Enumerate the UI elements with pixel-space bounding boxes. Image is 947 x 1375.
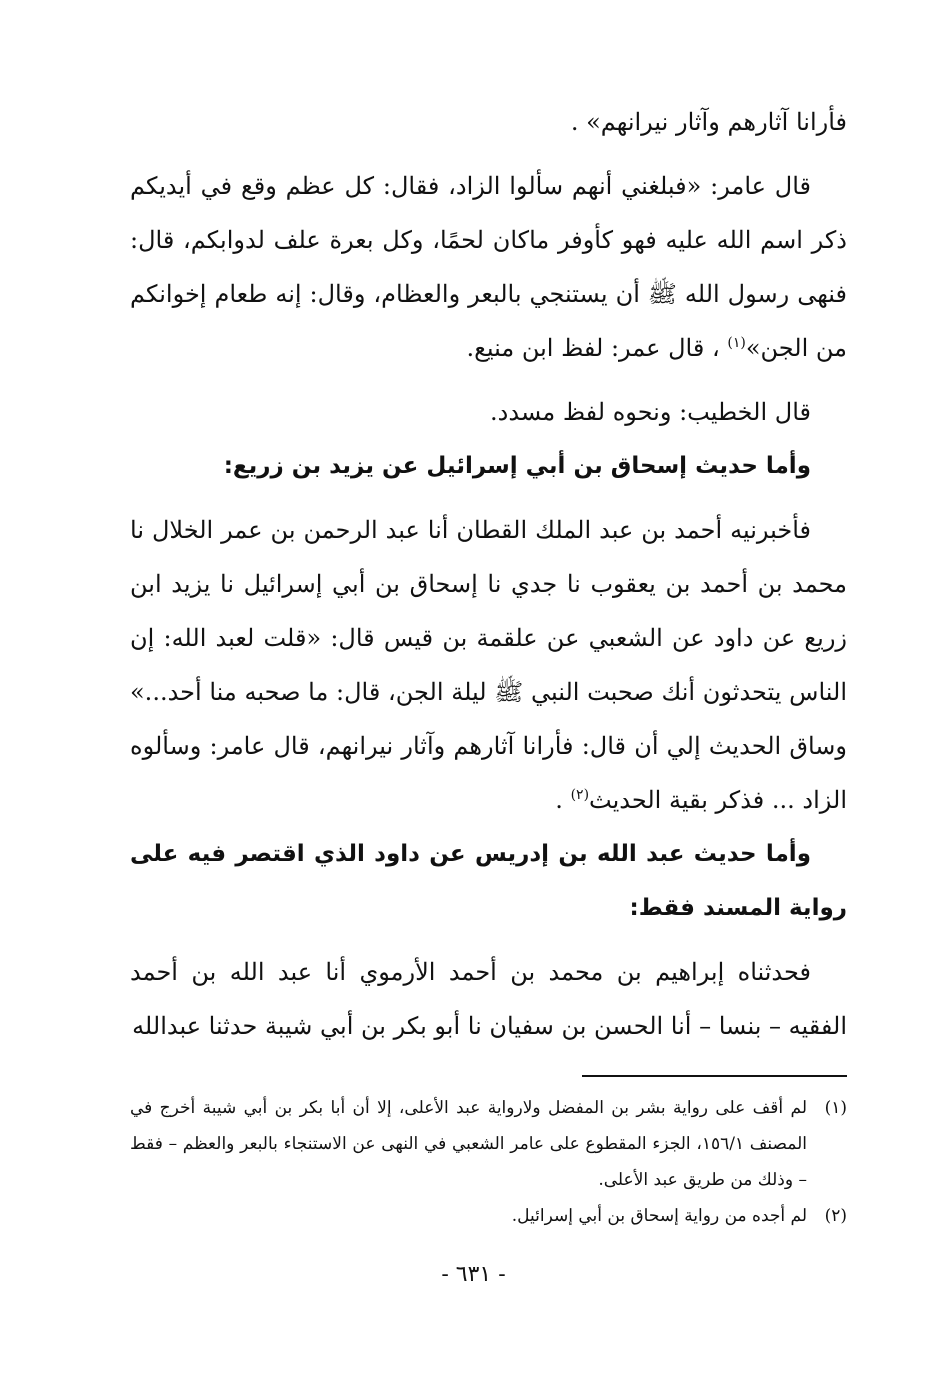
footnote-2 <box>130 1198 847 1234</box>
footnote-text: لم أقف على رواية بشر بن المفضل ولارواية عبد الأعلى، إلا أن أبا بكر بن أبي شيبة أخرج في المصنف ١٥٦/١، الجزء المقطوع على عامر الشعبي في النهى عن الاستنجاء بالبعر والعظم – فقط – وذلك من طريق عبد الأعلى. <box>130 1098 807 1190</box>
paragraph-text-tail: . <box>555 786 571 814</box>
paragraph-amir-quote <box>130 159 847 375</box>
footnote-ref-2: (٢) <box>570 787 590 803</box>
footnotes <box>130 1090 847 1234</box>
section-heading-ishaq: وأما حديث إسحاق بن أبي إسرائيل عن يزيد بن زريع: <box>223 453 811 479</box>
footnote-number: (١) <box>824 1098 847 1118</box>
paragraph-text: فأرانا آثارهم وآثار نيرانهم» . <box>570 108 847 136</box>
paragraph-isnad-ishaq <box>130 503 847 827</box>
paragraph-isnad-armawi <box>130 945 847 1053</box>
footnote-text: لم أجده من رواية إسحاق بن أبي إسرائيل. <box>511 1206 807 1226</box>
paragraph-text: فأخبرنيه أحمد بن عبد الملك القطان أنا عبد الرحمن بن عمر الخلال نا محمد بن أحمد بن يعقوب نا جدي نا إسحاق بن أبي إسرائيل نا يزيد ابن زريع عن داود عن الشعبي عن علقمة بن قيس قال: «قلت لعبد الله: إن الناس يتحدثون أنك صحبت النبي ﷺ ليلة الجن، قال: ما صحبه منا أحد...» وساق الحديث إلي أن قال: فأرانا آثارهم وآثار نيرانهم، قال عامر: وسألوه الزاد ... فذكر بقية الحديث <box>130 516 847 814</box>
footnote-ref-1: (١) <box>727 335 746 351</box>
main-text <box>130 95 847 1053</box>
paragraph-continuation <box>130 95 847 149</box>
paragraph-text: قال الخطيب: ونحوه لفظ مسدد. <box>490 398 811 426</box>
section-heading-ibn-idris: وأما حديث عبد الله بن إدريس عن داود الذي اقتصر فيه على رواية المسند فقط: <box>130 841 847 921</box>
paragraph-khatib <box>130 385 847 439</box>
paragraph-text-tail: ، قال عمر: لفظ ابن منيع. <box>466 334 728 362</box>
paragraph-text: قال عامر: «فبلغني أنهم سألوا الزاد، فقال: كل عظم وقع في أيديكم ذكر اسم الله عليه فهو كأوفر ماكان لحمًا، وكل بعرة علف لدوابكم، قال: فنهى رسول الله ﷺ أن يستنجي بالبعر والعظام، وقال: إنه طعام إخوانكم من الجن» <box>130 172 847 362</box>
page-number: - ٦٣١ - <box>441 1262 506 1287</box>
footnote-number: (٢) <box>824 1206 847 1226</box>
footnote-1 <box>130 1090 847 1198</box>
paragraph-text: فحدثناه إبراهيم بن محمد بن أحمد الأرموي أنا عبد الله بن أحمد الفقيه – بنسا – أنا الحسن بن سفيان نا أبو بكر بن أبي شيبة حدثنا عبدالله <box>130 958 847 1040</box>
footnote-divider <box>582 1075 847 1077</box>
